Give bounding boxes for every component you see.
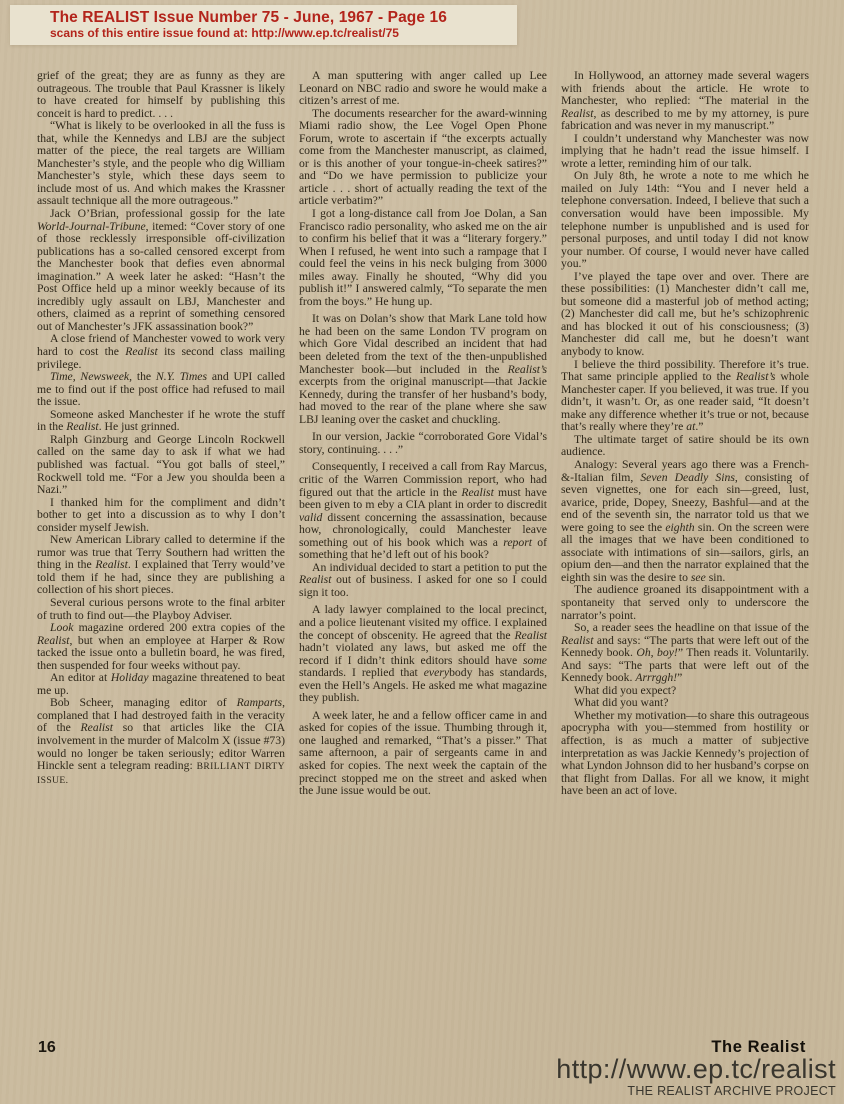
paragraph: A man sputtering with anger called up Lee Leonard on NBC radio and swore he would make a citizen’s arrest of me. <box>299 69 547 108</box>
paragraph: grief of the great; they are as funny as they are outrageous. The trouble that Paul Krassner is likely to have created for himself by publishing this conceit is hard to predict. . . . <box>37 69 285 120</box>
paragraph: An editor at Holiday magazine threatened to beat me up. <box>37 671 286 697</box>
paragraph: Whether my motivation—to share this outrageous apocrypha with you—stemmed from hostility or affection, is as much a matter of subjective interpretation as was Jackie Kennedy’s projection of what Lyndon Johnson did to her husband’s corpse on that flight from Dallas. For all we know, it might have been an act of love. <box>561 708 810 798</box>
paragraph: A close friend of Manchester vowed to work very hard to cost the Realist its second class mailing privilege. <box>37 332 285 371</box>
paragraph: What did you expect? <box>574 683 677 697</box>
paragraph: Time, Newsweek, the N.Y. Times and UPI called me to find out if the post office had refused to mail the issue. <box>37 370 286 409</box>
paragraph: New American Library called to determine if the rumor was true that Terry Southern had written the thing in the Realist. I explained that Terry would’ve told them if he had, since they are publishing a collection of his short pieces. <box>37 533 285 597</box>
paragraph: What did you want? <box>574 696 669 710</box>
paragraph: An individual decided to start a petition to put the Realist out of business. I asked for one so I could sign it too. <box>299 560 547 599</box>
column-1 <box>37 70 285 798</box>
paragraph: It was on Dolan’s show that Mark Lane told how he had been on the same London TV program on which Gore Vidal described an incident that had been deleted from the text of the then-unpublished Manchester book—but included in the Realist’s excerpts from the original manuscript—that Jackie Kennedy, during the transfer of her husband’s body, had moved to the rear of the plane where she saw LBJ leaning over the casket and chuckling. <box>299 312 547 426</box>
paragraph: Consequently, I received a call from Ray Marcus, critic of the Warren Commission report, who had figured out that the article in the Realist must have been given to m eby a CIA plant in order to discredit valid dissent concerning the assassination, because how, chronologically, could Manchester leave something out of his book which was a report of something that he’d left out of his book? <box>299 460 547 562</box>
paragraph: Look magazine ordered 200 extra copies of the Realist, but when an employee at Harper & Row tacked the issue onto a bulletin board, he was fired, then suspended for four weeks without pay. <box>37 621 285 672</box>
paragraph: Several curious persons wrote to the final arbiter of truth to find out—the Playboy Adviser. <box>37 595 285 622</box>
scan-source-note: scans of this entire issue found at: http://www.ep.tc/realist/75 <box>50 26 399 40</box>
paragraph: In our version, Jackie “corroborated Gore Vidal’s story, continuing. . . .” <box>299 430 547 456</box>
page-number: 16 <box>38 1039 56 1056</box>
paragraph: I couldn’t understand why Manchester was now implying that he hadn’t read the issue himself. I wrote a letter, reminding him of our talk. <box>561 131 809 170</box>
archive-stamp <box>556 1055 836 1098</box>
column-3 <box>561 70 809 798</box>
paragraph: The documents researcher for the award-winning Miami radio show, the Lee Vogel Open Phone Forum, wrote to ascertain if “the excerpts actually come from the Manchester manuscript, as claimed, or is this another of your tongue-in-cheek satires?” and “Do we have permission to publicize your article . . . short of actually reading the text of the article verbatim?” <box>299 106 547 208</box>
paragraph: I got a long-distance call from Joe Dolan, a San Francisco radio personality, who asked me on the air to confirm his belief that it was a “literary forgery.” When I refused, he went into such a rampage that I could feel the veins in his neck bulging from 3000 miles away. Finally he shouted, “Why did you publish it!” I answered calmly, “To separate the men from the boys.” He hung up. <box>299 207 547 308</box>
paragraph: A week later, he and a fellow officer came in and asked for copies of the issue. Thumbing through it, one laughed and remarked, “That’s a pisser.” That same afternoon, a pair of sergeants came in and asked for copies. The next week the captain of the precinct stopped me on the street and asked when the June issue would be out. <box>299 708 547 798</box>
paragraph: Analogy: Several years ago there was a French-&-Italian film, Seven Deadly Sins, consisting of seven vignettes, one for each sin—greed, lust, avarice, pride, Dopey, Sneezy, Bashful—and at the end of the seventh sin, the narrator told us that we were going to see the eighth sin. On the screen were all the images that we have been conditioned to associate with intimations of sin—sailors, girls, an opium den—and then the narrator explained that the eighth sin was the desire to see sin. <box>561 457 810 584</box>
paragraph: In Hollywood, an attorney made several wagers with friends about the article. He wrote to Manchester, who replied: “The material in the Realist, as described to me by my attorney, is pure fabrication and was never in my manuscript.” <box>561 69 809 133</box>
paragraph: “What is likely to be overlooked in all the fuss is that, while the Kennedys and LBJ are the subject matter of the piece, the real targets are William Manchester’s style, and the people who dig William Manchester’s style, which these days seem to include most of us. And which makes the Krassner assault technique all the more outrageous.” <box>37 119 285 208</box>
archive-url: http://www.ep.tc/realist <box>556 1054 836 1084</box>
paragraph: I’ve played the tape over and over. There are these possibilities: (1) Manchester didn’t call me, but someone did a masterful job of method acting; (2) Manchester did call me, but he’s schizophrenic and has blocked it out of his consciousness; (3) Manchester did call me, but he doesn’t want anybody to know. <box>561 269 809 359</box>
paragraph: A lady lawyer complained to the local precinct, and a police lieutenant visited my office. I explained the concept of obscenity. He agreed that the Realist hadn’t violated any laws, but asked me off the record if I didn’t think editors should have some standards. I replied that everybody has standards, even the Hell’s Angels. He asked me what magazine they publish. <box>299 603 547 705</box>
paragraph: Ralph Ginzburg and George Lincoln Rockwell called on the same day to ask if what we had published was factual. “You got balls of steel,” Rockwell told me. “For a Jew you shoulda been a Nazi.” <box>37 432 285 497</box>
paragraph: I believe the third possibility. Therefore it’s true. That same principle applied to the Realist’s whole Manchester caper. If you believed, it was true. If you didn’t, it wasn’t. Or, as one reader said, “It doesn’t make any difference whether it’s true or not, because that’s really where they’re at.” <box>561 357 809 434</box>
paragraph: Someone asked Manchester if he wrote the stuff in the Realist. He just grinned. <box>37 407 285 434</box>
paragraph: The audience groaned its disappointment with a spontaneity that served only to underscore the narrator’s point. <box>561 583 809 622</box>
paragraph: On July 8th, he wrote a note to me which he mailed on July 14th: “You and I never held a telephone conversation. Indeed, I believe that such a conversation would have been impossible. My telephone number is unpublished and is used for personal purposes, and until today I did not know your number. Of course, I would never have called you.” <box>561 169 809 271</box>
paragraph: The ultimate target of satire should be its own audience. <box>561 432 809 459</box>
paragraph: Bob Scheer, managing editor of Ramparts, complaned that I had destroyed faith in the veracity of the Realist so that articles like the CIA involvement in the murder of Malcolm X (issue #73) would no longer be taken seriously; editor Warren Hinckle sent a telegram reading: BRILLIANT DIRTY ISSUE. <box>37 696 286 786</box>
magazine-signature: The Realist <box>711 1038 806 1056</box>
paragraph: So, a reader sees the headline on that issue of the Realist and says: “The parts that were left out of the Kennedy book. Oh, boy!” Then reads it. Voluntarily. And says: “The parts that were left out of the Kennedy book. Arrrggh!” <box>561 621 809 685</box>
archive-project-name: THE REALIST ARCHIVE PROJECT <box>627 1084 836 1098</box>
column-2 <box>299 70 547 798</box>
paragraph: I thanked him for the compliment and didn’t bother to get into a discussion as to why I don’t consider myself Jewish. <box>37 495 285 534</box>
paragraph: Jack O’Brian, professional gossip for the late World-Journal-Tribune, itemed: “Cover story of one of those recklessly irresponsible off-civilization publications has a so-called censored excerpt from the Manchester book that defies even abnormal imagination.” A week later he asked: “Hasn’t the Post Office held up a minor weekly because of its incredibly ugly assault on LBJ, Manchester and others, claimed as a reprint of something censored out of Manchester’s JFK assassination book?” <box>37 207 285 333</box>
scan-header-banner <box>10 5 517 45</box>
issue-title: The REALIST Issue Number 75 - June, 1967 - Page 16 <box>50 9 447 26</box>
article-columns <box>37 70 809 798</box>
